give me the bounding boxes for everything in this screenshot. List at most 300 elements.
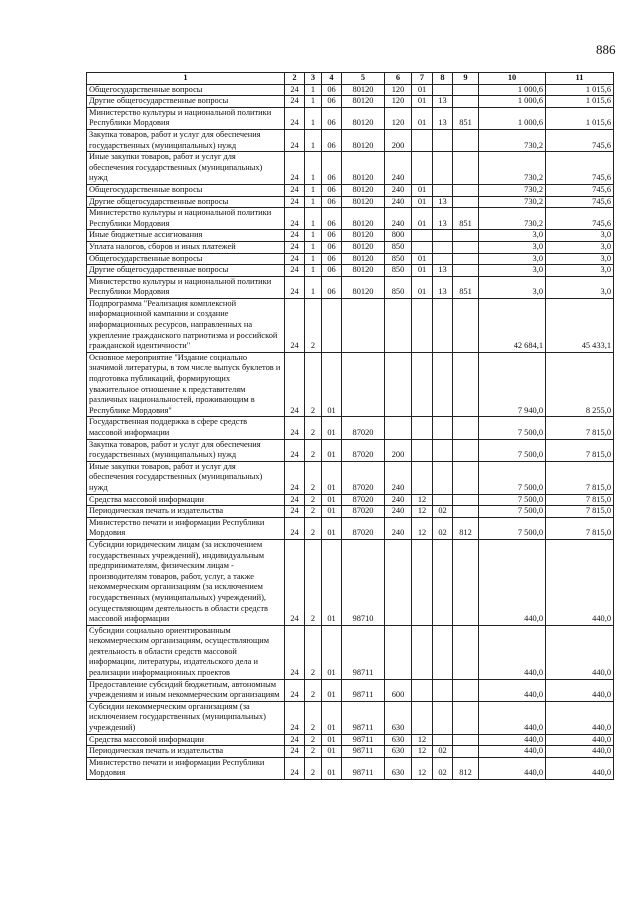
code-direction: 80120 (342, 276, 385, 298)
amount-year-1: 7 500,0 (479, 506, 546, 518)
code-direction: 80120 (342, 196, 385, 208)
code-pp: 2 (305, 517, 322, 539)
code-subsection: 13 (433, 196, 453, 208)
code-subsection: 02 (433, 506, 453, 518)
code-section: 12 (412, 517, 433, 539)
code-ministry (453, 265, 479, 277)
table-row (87, 241, 614, 253)
code-pp: 1 (305, 96, 322, 108)
code-ministry: 851 (453, 208, 479, 230)
code-expense-type: 200 (385, 129, 412, 151)
code-gp: 24 (285, 96, 305, 108)
code-section: 01 (412, 208, 433, 230)
code-pp: 2 (305, 298, 322, 352)
code-pp: 1 (305, 230, 322, 242)
row-name: Министерство культуры и национальной политики Республики Мордовия (87, 276, 285, 298)
code-ministry (453, 461, 479, 494)
code-ministry: 812 (453, 517, 479, 539)
table-header-row (87, 73, 614, 85)
amount-year-2: 745,6 (546, 129, 614, 151)
row-name: Субсидии социально ориентированным некоммерческим организациям, осуществляющим деятельность в области средств массовой информации, литературы, издательского дела и реализации информационных проектов (87, 625, 285, 679)
code-ministry (453, 746, 479, 758)
code-direction: 98711 (342, 746, 385, 758)
code-pp: 2 (305, 494, 322, 506)
code-gp: 24 (285, 298, 305, 352)
code-expense-type: 120 (385, 96, 412, 108)
amount-year-2: 440,0 (546, 679, 614, 701)
row-name: Общегосударственные вопросы (87, 253, 285, 265)
code-ministry: 851 (453, 276, 479, 298)
code-section (412, 241, 433, 253)
code-expense-type: 240 (385, 196, 412, 208)
amount-year-1: 1 000,6 (479, 96, 546, 108)
amount-year-2: 745,6 (546, 208, 614, 230)
code-expense-type: 630 (385, 734, 412, 746)
amount-year-2: 3,0 (546, 265, 614, 277)
code-direction: 80120 (342, 84, 385, 96)
code-ministry (453, 417, 479, 439)
table-row (87, 129, 614, 151)
budget-table (86, 72, 614, 780)
code-om: 06 (322, 265, 342, 277)
amount-year-2: 440,0 (546, 757, 614, 779)
code-ministry (453, 152, 479, 185)
code-pp: 2 (305, 417, 322, 439)
code-pp: 1 (305, 253, 322, 265)
amount-year-2: 1 015,6 (546, 96, 614, 108)
code-subsection (433, 129, 453, 151)
code-subsection: 13 (433, 96, 453, 108)
code-section: 01 (412, 84, 433, 96)
row-name: Иные закупки товаров, работ и услуг для обеспечения государственных (муниципальных) нужд (87, 152, 285, 185)
code-expense-type: 240 (385, 506, 412, 518)
code-gp: 24 (285, 84, 305, 96)
code-expense-type (385, 352, 412, 417)
amount-year-1: 730,2 (479, 129, 546, 151)
code-section: 01 (412, 253, 433, 265)
code-expense-type: 630 (385, 746, 412, 758)
code-subsection (433, 679, 453, 701)
table-row (87, 757, 614, 779)
code-pp: 1 (305, 276, 322, 298)
code-subsection (433, 241, 453, 253)
code-ministry (453, 539, 479, 625)
code-gp: 24 (285, 506, 305, 518)
code-section (412, 230, 433, 242)
amount-year-2: 440,0 (546, 734, 614, 746)
code-direction: 87020 (342, 517, 385, 539)
table-row (87, 208, 614, 230)
code-om: 01 (322, 517, 342, 539)
code-direction: 98711 (342, 679, 385, 701)
code-direction: 80120 (342, 241, 385, 253)
code-subsection: 02 (433, 517, 453, 539)
code-ministry (453, 734, 479, 746)
code-expense-type (385, 417, 412, 439)
code-om: 06 (322, 208, 342, 230)
amount-year-2: 7 815,0 (546, 494, 614, 506)
code-section: 01 (412, 276, 433, 298)
code-gp: 24 (285, 196, 305, 208)
code-om: 06 (322, 230, 342, 242)
amount-year-2: 440,0 (546, 539, 614, 625)
code-om: 01 (322, 746, 342, 758)
code-om: 01 (322, 539, 342, 625)
amount-year-1: 440,0 (479, 734, 546, 746)
code-om: 06 (322, 276, 342, 298)
code-section (412, 625, 433, 679)
table-body (87, 84, 614, 779)
code-ministry (453, 196, 479, 208)
code-ministry (453, 352, 479, 417)
code-pp: 2 (305, 352, 322, 417)
row-name: Закупка товаров, работ и услуг для обеспечения государственных (муниципальных) нужд (87, 129, 285, 151)
amount-year-2: 745,6 (546, 184, 614, 196)
row-name: Общегосударственные вопросы (87, 84, 285, 96)
row-name: Субсидии некоммерческим организациям (за исключением государственных (муниципальных) учреждений) (87, 701, 285, 734)
code-direction: 87020 (342, 461, 385, 494)
code-section (412, 417, 433, 439)
code-subsection: 02 (433, 757, 453, 779)
code-subsection (433, 184, 453, 196)
code-pp: 2 (305, 439, 322, 461)
code-gp: 24 (285, 679, 305, 701)
amount-year-2: 3,0 (546, 276, 614, 298)
amount-year-1: 1 000,6 (479, 107, 546, 129)
code-pp: 1 (305, 241, 322, 253)
amount-year-1: 3,0 (479, 241, 546, 253)
code-gp: 24 (285, 539, 305, 625)
code-ministry (453, 679, 479, 701)
row-name: Подпрограмма "Реализация комплексной информационной кампании и создание информационных ресурсов, направленных на укрепление гражданского патриотизма и российской гражданской идентичности" (87, 298, 285, 352)
code-ministry (453, 129, 479, 151)
code-subsection: 02 (433, 746, 453, 758)
code-subsection (433, 539, 453, 625)
amount-year-1: 3,0 (479, 265, 546, 277)
code-gp: 24 (285, 746, 305, 758)
code-om: 01 (322, 757, 342, 779)
code-gp: 24 (285, 184, 305, 196)
table-row (87, 517, 614, 539)
code-pp: 2 (305, 625, 322, 679)
code-subsection (433, 734, 453, 746)
code-subsection (433, 230, 453, 242)
code-expense-type: 240 (385, 517, 412, 539)
code-direction: 80120 (342, 208, 385, 230)
table-row (87, 84, 614, 96)
table-row (87, 439, 614, 461)
row-name: Периодическая печать и издательства (87, 746, 285, 758)
code-gp: 24 (285, 494, 305, 506)
amount-year-1: 3,0 (479, 276, 546, 298)
code-direction: 98711 (342, 701, 385, 734)
column-header: 2 (285, 73, 305, 85)
row-name: Закупка товаров, работ и услуг для обеспечения государственных (муниципальных) нужд (87, 439, 285, 461)
code-ministry: 851 (453, 107, 479, 129)
code-om: 06 (322, 241, 342, 253)
column-header: 5 (342, 73, 385, 85)
code-subsection (433, 253, 453, 265)
table-row (87, 230, 614, 242)
column-header: 4 (322, 73, 342, 85)
row-name: Министерство печати и информации Республики Мордовия (87, 757, 285, 779)
table-row (87, 506, 614, 518)
table-row (87, 539, 614, 625)
table-row (87, 494, 614, 506)
code-expense-type (385, 298, 412, 352)
code-pp: 2 (305, 679, 322, 701)
code-direction: 80120 (342, 253, 385, 265)
code-expense-type: 120 (385, 84, 412, 96)
code-pp: 1 (305, 152, 322, 185)
code-direction: 98711 (342, 625, 385, 679)
code-gp: 24 (285, 208, 305, 230)
table-row (87, 298, 614, 352)
code-ministry (453, 506, 479, 518)
code-direction: 98711 (342, 734, 385, 746)
code-gp: 24 (285, 701, 305, 734)
page-number: 886 (596, 42, 616, 57)
code-pp: 2 (305, 701, 322, 734)
code-om: 01 (322, 461, 342, 494)
code-gp: 24 (285, 517, 305, 539)
table-row (87, 679, 614, 701)
row-name: Министерство печати и информации Республики Мордовия (87, 517, 285, 539)
table-row (87, 152, 614, 185)
code-gp: 24 (285, 152, 305, 185)
code-om: 01 (322, 701, 342, 734)
row-name: Иные закупки товаров, работ и услуг для обеспечения государственных (муниципальных) нужд (87, 461, 285, 494)
row-name: Средства массовой информации (87, 494, 285, 506)
code-ministry: 812 (453, 757, 479, 779)
code-gp: 24 (285, 625, 305, 679)
amount-year-1: 7 500,0 (479, 439, 546, 461)
code-expense-type: 600 (385, 679, 412, 701)
row-name: Основное мероприятие "Издание социально значимой литературы, в том числе выпуск буклетов и подготовка публикаций, формирующих уважительное отношение к представителям различных национальностей, проживающим в Республике Мордовия" (87, 352, 285, 417)
code-expense-type: 200 (385, 439, 412, 461)
code-subsection: 13 (433, 208, 453, 230)
code-direction: 80120 (342, 184, 385, 196)
amount-year-1: 730,2 (479, 184, 546, 196)
amount-year-1: 7 500,0 (479, 494, 546, 506)
code-subsection: 13 (433, 107, 453, 129)
column-header: 8 (433, 73, 453, 85)
code-section (412, 129, 433, 151)
code-om (322, 298, 342, 352)
code-ministry (453, 439, 479, 461)
code-pp: 1 (305, 265, 322, 277)
column-header: 7 (412, 73, 433, 85)
code-gp: 24 (285, 253, 305, 265)
code-direction: 80120 (342, 265, 385, 277)
row-name: Общегосударственные вопросы (87, 184, 285, 196)
column-header: 3 (305, 73, 322, 85)
row-name: Периодическая печать и издательства (87, 506, 285, 518)
amount-year-1: 440,0 (479, 539, 546, 625)
amount-year-2: 440,0 (546, 701, 614, 734)
code-subsection (433, 84, 453, 96)
code-om: 06 (322, 152, 342, 185)
amount-year-1: 42 684,1 (479, 298, 546, 352)
row-name: Государственная поддержка в сфере средств массовой информации (87, 417, 285, 439)
code-ministry (453, 184, 479, 196)
amount-year-2: 440,0 (546, 746, 614, 758)
code-ministry (453, 253, 479, 265)
table-row (87, 746, 614, 758)
code-pp: 2 (305, 539, 322, 625)
amount-year-1: 440,0 (479, 701, 546, 734)
code-gp: 24 (285, 241, 305, 253)
code-direction: 80120 (342, 152, 385, 185)
column-header: 6 (385, 73, 412, 85)
code-expense-type (385, 539, 412, 625)
code-om: 06 (322, 184, 342, 196)
table-row (87, 701, 614, 734)
code-subsection (433, 701, 453, 734)
code-section (412, 461, 433, 494)
code-gp: 24 (285, 107, 305, 129)
table-row (87, 734, 614, 746)
code-expense-type: 120 (385, 107, 412, 129)
code-direction (342, 298, 385, 352)
code-expense-type (385, 625, 412, 679)
row-name: Министерство культуры и национальной политики Республики Мордовия (87, 208, 285, 230)
code-om: 01 (322, 679, 342, 701)
amount-year-1: 3,0 (479, 253, 546, 265)
amount-year-1: 7 940,0 (479, 352, 546, 417)
table-row (87, 265, 614, 277)
code-ministry (453, 230, 479, 242)
code-direction: 87020 (342, 439, 385, 461)
code-direction: 80120 (342, 107, 385, 129)
code-section: 01 (412, 196, 433, 208)
amount-year-1: 440,0 (479, 757, 546, 779)
table-row (87, 253, 614, 265)
code-subsection (433, 461, 453, 494)
code-pp: 1 (305, 196, 322, 208)
amount-year-2: 7 815,0 (546, 517, 614, 539)
amount-year-1: 7 500,0 (479, 461, 546, 494)
code-expense-type: 850 (385, 276, 412, 298)
code-subsection: 13 (433, 265, 453, 277)
code-section: 01 (412, 265, 433, 277)
amount-year-1: 730,2 (479, 196, 546, 208)
code-expense-type: 240 (385, 494, 412, 506)
code-om: 01 (322, 494, 342, 506)
row-name: Другие общегосударственные вопросы (87, 265, 285, 277)
code-ministry (453, 701, 479, 734)
amount-year-2: 1 015,6 (546, 84, 614, 96)
amount-year-2: 745,6 (546, 152, 614, 185)
code-ministry (453, 84, 479, 96)
row-name: Министерство культуры и национальной политики Республики Мордовия (87, 107, 285, 129)
code-section (412, 439, 433, 461)
amount-year-1: 440,0 (479, 746, 546, 758)
code-pp: 1 (305, 107, 322, 129)
code-direction: 87020 (342, 494, 385, 506)
code-om: 06 (322, 129, 342, 151)
amount-year-2: 745,6 (546, 196, 614, 208)
code-expense-type: 240 (385, 461, 412, 494)
amount-year-1: 7 500,0 (479, 417, 546, 439)
amount-year-2: 440,0 (546, 625, 614, 679)
code-section: 12 (412, 506, 433, 518)
code-gp: 24 (285, 757, 305, 779)
code-section (412, 539, 433, 625)
code-subsection (433, 417, 453, 439)
code-om: 01 (322, 439, 342, 461)
column-header: 11 (546, 73, 614, 85)
code-direction: 87020 (342, 417, 385, 439)
amount-year-2: 3,0 (546, 241, 614, 253)
code-subsection (433, 439, 453, 461)
code-section: 12 (412, 757, 433, 779)
code-section: 01 (412, 184, 433, 196)
amount-year-2: 8 255,0 (546, 352, 614, 417)
row-name: Другие общегосударственные вопросы (87, 196, 285, 208)
amount-year-1: 440,0 (479, 679, 546, 701)
code-section (412, 298, 433, 352)
code-ministry (453, 241, 479, 253)
amount-year-2: 7 815,0 (546, 461, 614, 494)
code-pp: 1 (305, 184, 322, 196)
code-gp: 24 (285, 417, 305, 439)
amount-year-1: 3,0 (479, 230, 546, 242)
code-ministry (453, 96, 479, 108)
code-om: 01 (322, 506, 342, 518)
code-section (412, 152, 433, 185)
code-om: 01 (322, 625, 342, 679)
code-direction: 98710 (342, 539, 385, 625)
code-gp: 24 (285, 734, 305, 746)
code-pp: 2 (305, 734, 322, 746)
code-om: 06 (322, 196, 342, 208)
code-section: 01 (412, 107, 433, 129)
row-name: Другие общегосударственные вопросы (87, 96, 285, 108)
amount-year-2: 3,0 (546, 230, 614, 242)
table-row (87, 352, 614, 417)
table-row (87, 625, 614, 679)
code-subsection (433, 298, 453, 352)
column-header: 10 (479, 73, 546, 85)
code-om: 06 (322, 84, 342, 96)
code-pp: 1 (305, 129, 322, 151)
amount-year-1: 440,0 (479, 625, 546, 679)
code-expense-type: 240 (385, 152, 412, 185)
amount-year-1: 730,2 (479, 152, 546, 185)
code-expense-type: 800 (385, 230, 412, 242)
code-expense-type: 850 (385, 265, 412, 277)
code-direction (342, 352, 385, 417)
table-row (87, 96, 614, 108)
code-expense-type: 850 (385, 241, 412, 253)
amount-year-2: 1 015,6 (546, 107, 614, 129)
row-name: Предоставление субсидий бюджетным, автономным учреждениям и иным некоммерческим организациям (87, 679, 285, 701)
code-pp: 2 (305, 461, 322, 494)
code-gp: 24 (285, 276, 305, 298)
code-section: 12 (412, 746, 433, 758)
row-name: Уплата налогов, сборов и иных платежей (87, 241, 285, 253)
code-subsection (433, 152, 453, 185)
code-gp: 24 (285, 352, 305, 417)
code-om: 01 (322, 417, 342, 439)
code-direction: 80120 (342, 129, 385, 151)
table-row (87, 417, 614, 439)
row-name: Средства массовой информации (87, 734, 285, 746)
code-ministry (453, 625, 479, 679)
code-gp: 24 (285, 439, 305, 461)
code-expense-type: 240 (385, 184, 412, 196)
